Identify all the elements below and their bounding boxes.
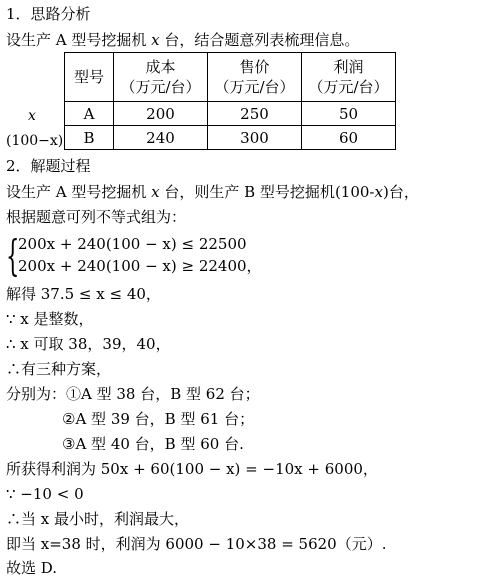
solution-line-6: ∴有三种方案，	[6, 360, 112, 378]
brace-icon: {	[6, 231, 20, 280]
inequality-1: 200x + 240(100 − x) ≤ 22500	[18, 235, 247, 253]
table-row	[65, 102, 396, 126]
solution-line-13: 即当 x=38 时，利润为 6000 − 10×38 = 5620（元）.	[6, 535, 387, 553]
table-cell: 240	[114, 126, 208, 150]
table-cell: 200	[114, 102, 208, 126]
info-table	[64, 52, 396, 150]
solution-line-11: ∵ −10 < 0	[6, 485, 84, 503]
section1-intro	[6, 30, 359, 50]
row-label-a: x	[28, 108, 36, 124]
inequality-2: 200x + 240(100 − x) ≥ 22400，	[18, 257, 262, 275]
table-cell: 300	[208, 126, 302, 150]
intro-text-b: 台，结合题意列表梳理信息。	[159, 31, 360, 49]
section2-heading: 2．解题过程	[6, 157, 91, 175]
intro-text-a: 设生产 A 型号挖掘机	[6, 31, 152, 49]
solution-line-9: ③A 型 40 台，B 型 60 台.	[62, 435, 244, 453]
table-cell: B	[65, 126, 114, 150]
table-row	[65, 126, 396, 150]
section1-heading: 1．思路分析	[6, 5, 91, 23]
header-cell-model: 型号	[65, 53, 114, 102]
table-cell: 250	[208, 102, 302, 126]
header-cell-price: 售价 （万元/台）	[208, 53, 302, 102]
table-cell: A	[65, 102, 114, 126]
row-label-b: (100−x)	[6, 133, 64, 149]
header-cell-cost: 成本 （万元/台）	[114, 53, 208, 102]
solution-line-14: 故选 D.	[6, 559, 58, 577]
table-cell: 60	[302, 126, 396, 150]
solution-line-7: 分别为：①A 型 38 台，B 型 62 台；	[6, 385, 260, 403]
table-cell: 50	[302, 102, 396, 126]
solution-line-1: 设生产 A 型号挖掘机 x 台，则生产 B 型号挖掘机(100-x)台，	[6, 183, 419, 201]
solution-line-10: 所获得利润为 50x + 60(100 − x) = −10x + 6000，	[6, 460, 378, 478]
intro-var: x	[151, 31, 160, 49]
solution-line-8: ②A 型 39 台，B 型 61 台；	[62, 410, 255, 428]
table-header-row	[65, 53, 396, 102]
solution-line-5: ∴ x 可取 38，39，40，	[6, 335, 171, 353]
header-cell-profit: 利润 （万元/台）	[302, 53, 396, 102]
solution-line-12: ∴当 x 最小时，利润最大，	[6, 510, 189, 528]
solution-line-4: ∵ x 是整数，	[6, 310, 94, 328]
solution-line-3: 解得 37.5 ≤ x ≤ 40，	[6, 285, 161, 303]
solution-line-2: 根据题意可列不等式组为：	[6, 208, 187, 226]
